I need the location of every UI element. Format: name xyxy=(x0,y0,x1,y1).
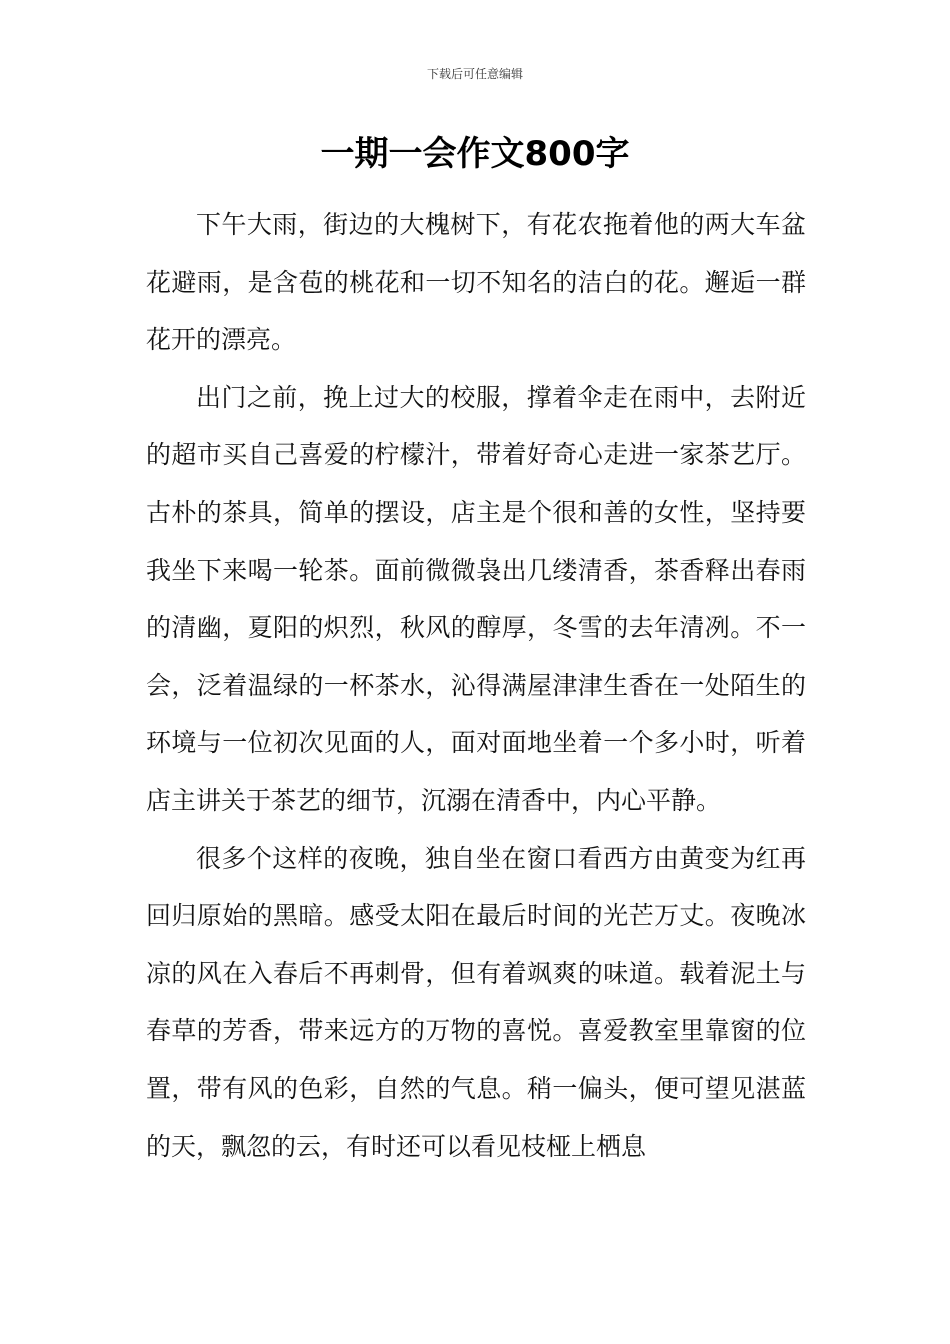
paragraph: 很多个这样的夜晚，独自坐在窗口看西方由黄变为红再回归原始的黑暗。感受太阳在最后时间的光芒万丈。夜晚冰凉的风在入春后不再刺骨，但有着飒爽的味道。载着泥土与春草的芳香，带来远方的万物的喜悦。喜爱教室里靠窗的位置，带有风的色彩，自然的气息。稍一偏头，便可望见湛蓝的天，飘忽的云，有时还可以看见枝桠上栖息 xyxy=(146,843,806,1161)
paragraph: 下午大雨，街边的大槐树下，有花农拖着他的两大车盆花避雨，是含苞的桃花和一切不知名的洁白的花。邂逅一群花开的漂亮。 xyxy=(146,210,806,355)
paragraph: 出门之前，挽上过大的校服，撑着伞走在雨中，去附近的超市买自己喜爱的柠檬汁，带着好奇心走进一家茶艺厅。古朴的茶具，简单的摆设，店主是个很和善的女性，坚持要我坐下来喝一轮茶。面前微微袅出几缕清香，茶香释出春雨的清幽，夏阳的炽烈，秋风的醇厚，冬雪的去年清冽。不一会，泛着温绿的一杯茶水，沁得满屋津津生香在一处陌生的环境与一位初次见面的人，面对面地坐着一个多小时，听着店主讲关于茶艺的细节，沉溺在清香中，内心平静。 xyxy=(146,382,806,815)
header-note: 下载后可任意编辑 xyxy=(426,67,523,81)
document-title: 一期一会作文800字 xyxy=(320,134,630,174)
document-body xyxy=(146,196,806,1175)
